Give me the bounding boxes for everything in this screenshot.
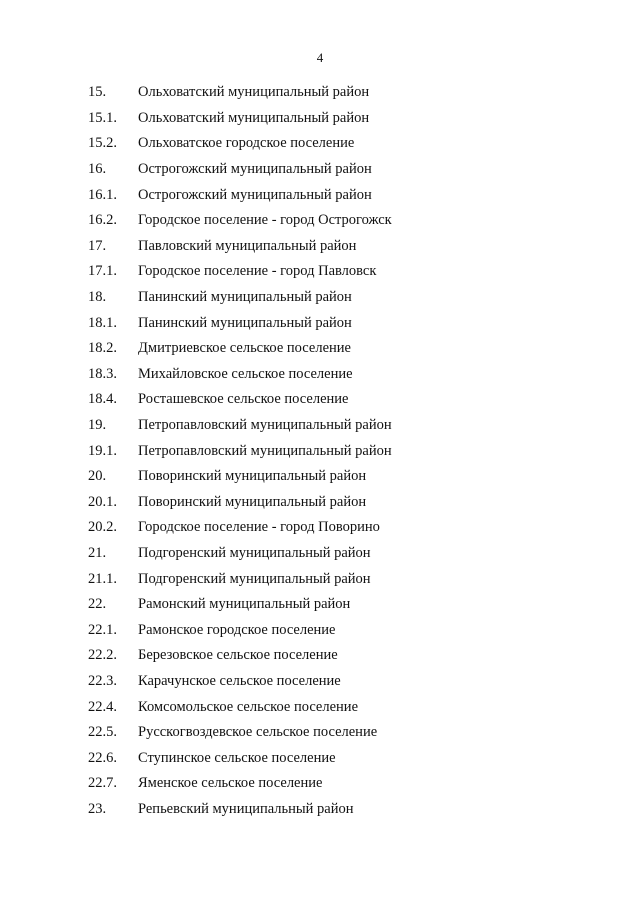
item-number: 23.	[88, 800, 107, 817]
item-name: Подгоренский муниципальный район	[138, 544, 371, 561]
item-name: Яменское сельское поселение	[138, 775, 323, 792]
item-name: Острогожский муниципальный район	[138, 161, 372, 178]
item-name: Панинский муниципальный район	[138, 289, 352, 306]
item-name: Ступинское сельское поселение	[138, 749, 336, 766]
list-item	[88, 592, 392, 618]
list-item	[88, 234, 392, 260]
item-number: 16.	[88, 161, 107, 178]
item-name: Петропавловский муниципальный район	[138, 442, 392, 459]
list-item	[88, 157, 392, 183]
item-name: Павловский муниципальный район	[138, 237, 357, 254]
item-number: 16.2.	[88, 212, 117, 229]
item-number: 19.	[88, 417, 107, 434]
list-item	[88, 362, 392, 388]
item-name: Росташевское сельское поселение	[138, 391, 349, 408]
list-item	[88, 669, 392, 695]
list-item	[88, 182, 392, 208]
item-name: Репьевский муниципальный район	[138, 800, 354, 817]
item-number: 22.2.	[88, 647, 117, 664]
item-name: Русскогвоздевское сельское поселение	[138, 724, 378, 741]
item-name: Березовское сельское поселение	[138, 647, 338, 664]
item-number: 17.	[88, 237, 107, 254]
item-number: 15.	[88, 84, 107, 101]
item-number: 18.4.	[88, 391, 117, 408]
item-number: 19.1.	[88, 442, 117, 459]
list-item	[88, 694, 392, 720]
list-item	[88, 490, 392, 516]
list-item	[88, 208, 392, 234]
item-number: 22.4.	[88, 698, 117, 715]
item-number: 18.2.	[88, 340, 117, 357]
item-name: Городское поселение - город Павловск	[138, 263, 377, 280]
item-name: Ольховатский муниципальный район	[138, 109, 370, 126]
item-number: 22.6.	[88, 749, 117, 766]
list-item	[88, 566, 392, 592]
list-item	[88, 745, 392, 771]
item-number: 22.1.	[88, 621, 117, 638]
list-item	[88, 413, 392, 439]
item-number: 22.	[88, 596, 107, 613]
list-item	[88, 643, 392, 669]
page-number: 4	[316, 50, 324, 65]
item-number: 17.1.	[88, 263, 117, 280]
item-number: 20.2.	[88, 519, 117, 536]
list-item	[88, 720, 392, 746]
list-item	[88, 387, 392, 413]
item-number: 15.2.	[88, 135, 117, 152]
item-name: Городское поселение - город Поворино	[138, 519, 380, 536]
municipality-list	[88, 80, 392, 822]
item-name: Рамонское городское поселение	[138, 621, 336, 638]
list-item	[88, 285, 392, 311]
list-item	[88, 310, 392, 336]
item-name: Михайловское сельское поселение	[138, 365, 353, 382]
item-number: 18.	[88, 289, 107, 306]
item-number: 15.1.	[88, 109, 117, 126]
item-number: 18.3.	[88, 365, 117, 382]
item-name: Панинский муниципальный район	[138, 314, 352, 331]
item-number: 16.1.	[88, 186, 117, 203]
list-item	[88, 617, 392, 643]
item-name: Дмитриевское сельское поселение	[138, 340, 351, 357]
item-number: 22.3.	[88, 672, 117, 689]
item-name: Ольховатский муниципальный район	[138, 84, 370, 101]
item-name: Рамонский муниципальный район	[138, 596, 351, 613]
list-item	[88, 464, 392, 490]
item-number: 20.1.	[88, 493, 117, 510]
list-item	[88, 541, 392, 567]
item-name: Петропавловский муниципальный район	[138, 417, 392, 434]
list-item	[88, 259, 392, 285]
item-name: Карачунское сельское поселение	[138, 672, 341, 689]
item-name: Комсомольское сельское поселение	[138, 698, 358, 715]
item-name: Подгоренский муниципальный район	[138, 570, 371, 587]
item-number: 18.1.	[88, 314, 117, 331]
item-name: Поворинский муниципальный район	[138, 468, 367, 485]
item-name: Поворинский муниципальный район	[138, 493, 367, 510]
list-item	[88, 106, 392, 132]
list-item	[88, 80, 392, 106]
item-number: 22.7.	[88, 775, 117, 792]
list-item	[88, 131, 392, 157]
item-name: Ольховатское городское поселение	[138, 135, 355, 152]
item-number: 21.1.	[88, 570, 117, 587]
list-item	[88, 438, 392, 464]
item-number: 22.5.	[88, 724, 117, 741]
list-item	[88, 515, 392, 541]
list-item	[88, 797, 392, 823]
item-name: Городское поселение - город Острогожск	[138, 212, 392, 229]
item-number: 20.	[88, 468, 107, 485]
list-item	[88, 771, 392, 797]
list-item	[88, 336, 392, 362]
item-name: Острогожский муниципальный район	[138, 186, 372, 203]
item-number: 21.	[88, 544, 107, 561]
